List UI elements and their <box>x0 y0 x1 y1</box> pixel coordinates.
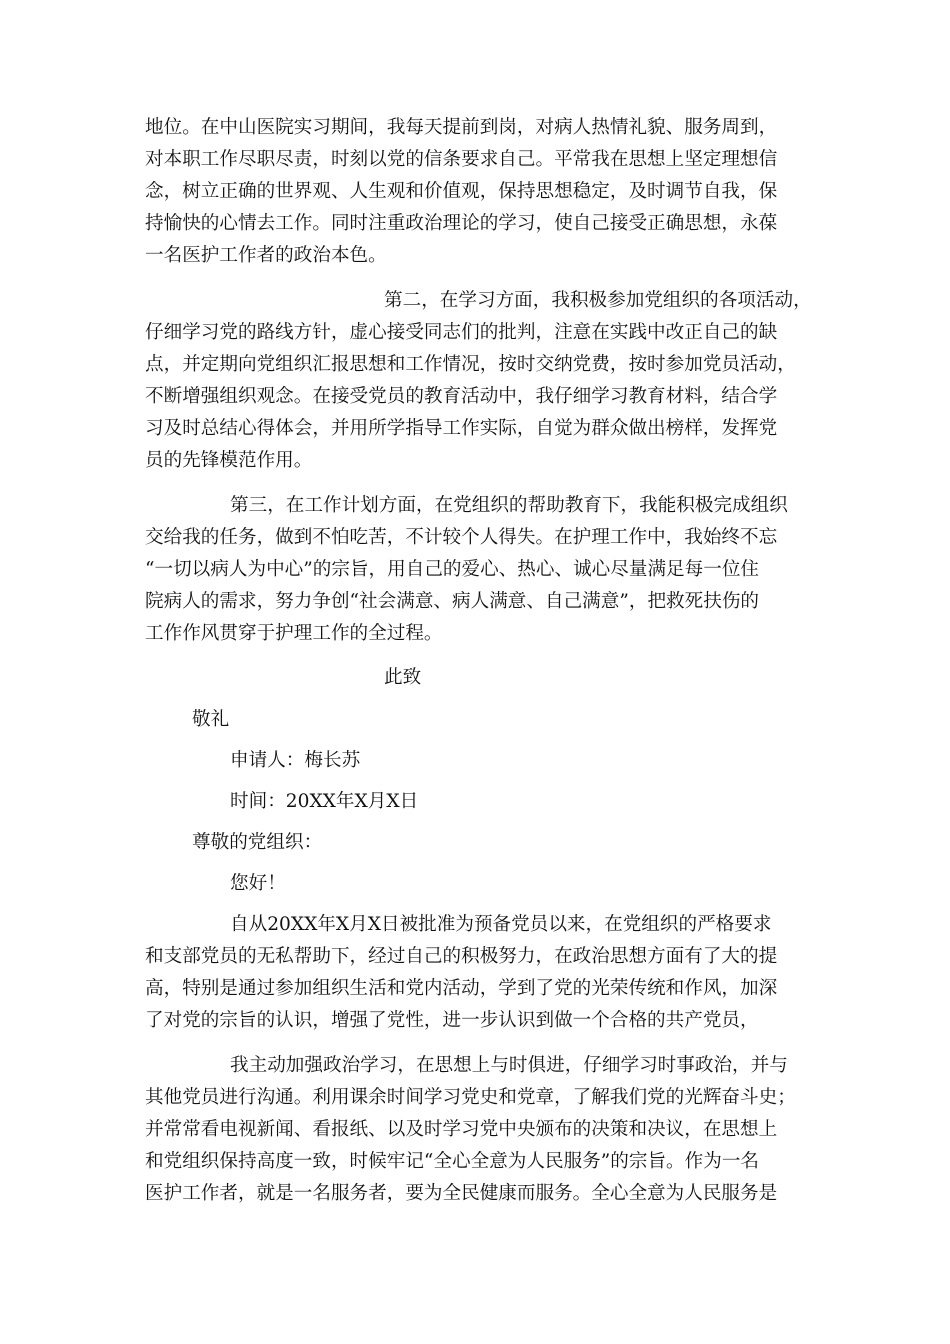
text-line: 不断增强组织观念。在接受党员的教育活动中，我仔细学习教育材料，结合学 <box>145 386 778 407</box>
text-line: 尊敬的党组织： <box>192 832 323 853</box>
text-line: 第二，在学习方面，我积极参加党组织的各项活动， <box>384 290 812 311</box>
text-line: 并常常看电视新闻、看报纸、以及时学习党中央颁布的决策和决议，在思想上 <box>145 1119 778 1140</box>
text-line: 地位。在中山医院实习期间，我每天提前到岗，对病人热情礼貌、服务周到， <box>145 117 778 138</box>
text-line: 仔细学习党的路线方针，虚心接受同志们的批判，注意在实践中改正自己的缺 <box>145 322 778 343</box>
text-line: 一名医护工作者的政治本色。 <box>145 245 387 266</box>
text-line: 和支部党员的无私帮助下，经过自己的积极努力，在政治思想方面有了大的提 <box>145 946 778 967</box>
text-line: 了对党的宗旨的认识，增强了党性，进一步认识到做一个合格的共产党员， <box>145 1010 759 1031</box>
text-line: 此致 <box>384 667 422 688</box>
text-line: 习及时总结心得体会，并用所学指导工作实际，自觉为群众做出榜样，发挥党 <box>145 418 778 439</box>
text-line: 院病人的需求，努力争创“社会满意、病人满意、自己满意”，把救死扶伤的 <box>145 591 760 612</box>
text-line: 我主动加强政治学习，在思想上与时俱进，仔细学习时事政治，并与 <box>230 1055 788 1076</box>
text-line: 员的先锋模范作用。 <box>145 450 313 471</box>
text-line: 念，树立正确的世界观、人生观和价值观，保持思想稳定，及时调节自我，保 <box>145 181 778 202</box>
text-line: 第三，在工作计划方面，在党组织的帮助教育下，我能积极完成组织 <box>230 495 788 516</box>
text-line: 自从20XX年X月X日被批准为预备党员以来，在党组织的严格要求 <box>230 914 772 935</box>
text-line: 时间：20XX年X月X日 <box>230 791 419 812</box>
text-line: 交给我的任务，做到不怕吃苦，不计较个人得失。在护理工作中，我始终不忘 <box>145 527 778 548</box>
text-line: 对本职工作尽职尽责，时刻以党的信条要求自己。平常我在思想上坚定理想信 <box>145 149 778 170</box>
text-line: 持愉快的心情去工作。同时注重政治理论的学习，使自己接受正确思想，永葆 <box>145 213 778 234</box>
text-line: “一切以病人为中心”的宗旨，用自己的爱心、热心、诚心尽量满足每一位住 <box>145 559 760 580</box>
text-line: 申请人：梅长苏 <box>230 750 361 771</box>
text-line: 其他党员进行沟通。利用课余时间学习党史和党章，了解我们党的光辉奋斗史； <box>145 1087 796 1108</box>
text-line: 点，并定期向党组织汇报思想和工作情况，按时交纳党费，按时参加党员活动， <box>145 354 796 375</box>
text-line: 医护工作者，就是一名服务者，要为全民健康而服务。全心全意为人民服务是 <box>145 1183 778 1204</box>
text-line: 和党组织保持高度一致，时候牢记“全心全意为人民服务”的宗旨。作为一名 <box>145 1151 760 1172</box>
text-line: 敬礼 <box>192 709 230 730</box>
text-line: 工作作风贯穿于护理工作的全过程。 <box>145 623 443 644</box>
text-line: 您好！ <box>230 873 286 894</box>
text-line: 高，特别是通过参加组织生活和党内活动，学到了党的光荣传统和作风，加深 <box>145 978 778 999</box>
